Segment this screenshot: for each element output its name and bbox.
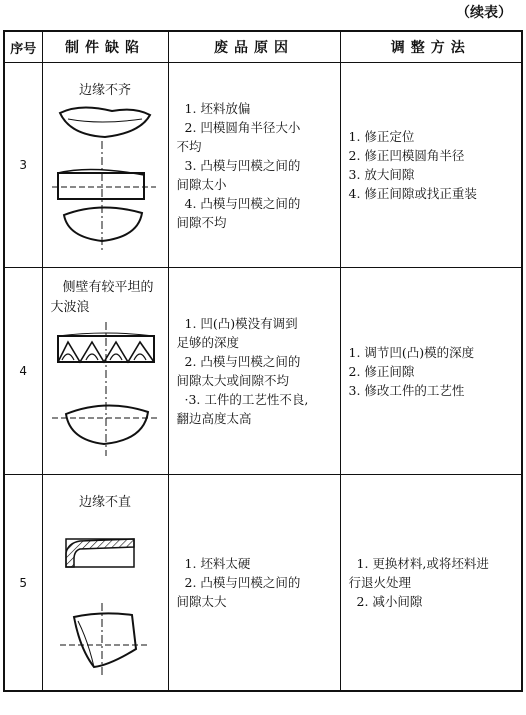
fixes-cell xyxy=(340,475,522,692)
header-fixes: 调整方法 xyxy=(340,31,522,63)
fix-line: 4. 修正间隙或找正重装 xyxy=(348,186,477,201)
cause-line: 翻边高度太高 xyxy=(176,411,252,426)
causes-cell xyxy=(168,475,340,692)
header-causes: 废品原因 xyxy=(168,31,340,63)
fix-line: 1. 调节凹(凸)模的深度 xyxy=(348,344,475,360)
uneven-edge-figure xyxy=(50,105,160,255)
cause-line: 2. 凸模与凹模之间的 xyxy=(184,354,301,369)
cause-line: 间隙太大 xyxy=(176,594,227,609)
fix-line: 3. 放大间隙 xyxy=(348,167,415,182)
header-no: 序号 xyxy=(4,31,42,63)
defect-cell xyxy=(42,63,168,268)
cause-line: 1. 凹(凸)模没有调到 xyxy=(184,316,298,331)
cause-line: 1. 坯料放偏 xyxy=(184,100,251,116)
row-number: 5 xyxy=(4,475,42,692)
defect-name: 边缘不齐 xyxy=(78,83,131,98)
defect-name: 边缘不直 xyxy=(78,495,131,510)
fix-line: 行退火处理 xyxy=(348,575,412,590)
fix-line: 1. 更换材料,或将坯料进 xyxy=(356,556,489,571)
fix-line: 1. 修正定位 xyxy=(348,129,415,144)
cause-line: 间隙太小 xyxy=(176,176,227,192)
row-number: 3 xyxy=(4,63,42,268)
fix-line: 2. 修正间隙 xyxy=(348,363,415,379)
header-defect: 制件缺陷 xyxy=(42,31,168,63)
fix-line: 2. 减小间隙 xyxy=(356,594,423,609)
cause-line: 1. 坯料太硬 xyxy=(184,556,251,571)
row-number: 4 xyxy=(4,268,42,475)
header-row xyxy=(4,31,522,63)
table-row xyxy=(4,475,522,692)
cause-line: 2. 凸模与凹模之间的 xyxy=(184,575,301,590)
cause-line: 间隙不均 xyxy=(176,214,227,230)
table-row xyxy=(4,268,522,475)
defect-cell xyxy=(42,475,168,692)
cause-line: 3. 凸模与凹模之间的 xyxy=(184,157,301,173)
causes-cell xyxy=(168,63,340,268)
cause-line: 足够的深度 xyxy=(176,335,240,350)
fix-line: 2. 修正凹模圆角半径 xyxy=(348,148,465,163)
table-row xyxy=(4,63,522,268)
defect-cell xyxy=(42,268,168,475)
fixes-cell xyxy=(340,268,522,475)
cause-line: 不均 xyxy=(176,138,202,154)
crooked-edge-figure xyxy=(50,517,160,677)
fixes-cell xyxy=(340,63,522,268)
continued-label: （续表） xyxy=(456,5,512,21)
defect-name: 侧壁有较平坦的 大波浪 xyxy=(50,280,154,315)
cause-line: 4. 凸模与凹模之间的 xyxy=(184,195,301,211)
wavy-wall-figure xyxy=(50,322,160,462)
causes-cell xyxy=(168,268,340,475)
cause-line: 间隙太大或间隙不均 xyxy=(176,373,290,388)
defect-table xyxy=(3,30,523,692)
cause-line: 2. 凹模圆角半径大小 xyxy=(184,119,301,135)
fix-line: 3. 修改工件的工艺性 xyxy=(348,382,465,398)
cause-line: ·3. 工件的工艺性不良, xyxy=(184,392,309,407)
